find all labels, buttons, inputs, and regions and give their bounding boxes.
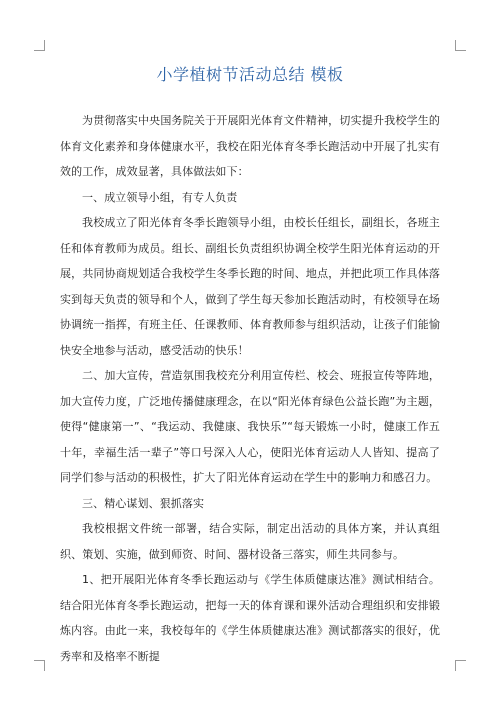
body-paragraph-1: 我校成立了阳光体育冬季长跑领导小组，由校长任组长，副组长，各班主任和体育教师为成员。组长、副组长负责组织协调全校学生阳光体育运动的开展，共同协商规划适合我校学生冬季长跑的时间、地点，并把此项工作具体落实到每天负责的领导和个人，做到了学生每天参加长跑活动时，有校领导在场协调统一指挥，有班主任、任课教师、体育教师参与组织活动，让孩子们能愉快安全地参与活动，感受活动的快乐！ (60, 216, 440, 357)
section-heading-1: 一、成立领导小组，有专人负责 (82, 190, 238, 204)
document-body (60, 108, 440, 669)
intro-paragraph: 为贯彻落实中央国务院关于开展阳光体育文件精神，切实提升我校学生的体育文化素养和身体健康水平，我校在阳光体育冬季长跑活动中开展了扎实有效的工作，成效显著，具体做法如下： (60, 114, 440, 178)
crop-mark-bottom-left (34, 660, 45, 671)
body-paragraph-2: 二、加大宣传，营造氛围我校充分利用宣传栏、校会、班报宣传等阵地，加大宣传力度，广泛地传播健康理念，在以“阳光体育绿色公益长跑”为主题，使得“健康第一”、“我运动、我健康、我快乐”“每天锻炼一小时，健康工作五十年，幸福生活一辈子”等口号深入人心，使阳光体育运动人人皆知、提高了同学们参与活动的积极性，扩大了阳光体育运动在学生中的影响力和感召力。 (60, 369, 440, 484)
body-paragraph-3: 我校根据文件统一部署，结合实际，制定出活动的具体方案，并认真组织、策划、实施，做到师资、时间、器材设备三落实，师生共同参与。 (60, 522, 440, 561)
section-heading-3: 三、精心谋划、狠抓落实 (82, 496, 205, 510)
crop-mark-top-right (455, 40, 466, 51)
crop-mark-top-left (34, 40, 45, 51)
body-paragraph-4: 1、把开展阳光体育冬季长跑运动与《学生体质健康达准》测试相结合。结合阳光体育冬季长跑运动，把每一天的体育课和课外活动合理组织和安排锻炼内容。由此一来，我校每年的《学生体质健康达准》测试都落实的很好，优秀率和及格率不断提 (60, 573, 440, 663)
crop-mark-bottom-right (455, 660, 466, 671)
document-title: 小学植树节活动总结 模板 (156, 65, 344, 84)
document-page (60, 60, 440, 669)
